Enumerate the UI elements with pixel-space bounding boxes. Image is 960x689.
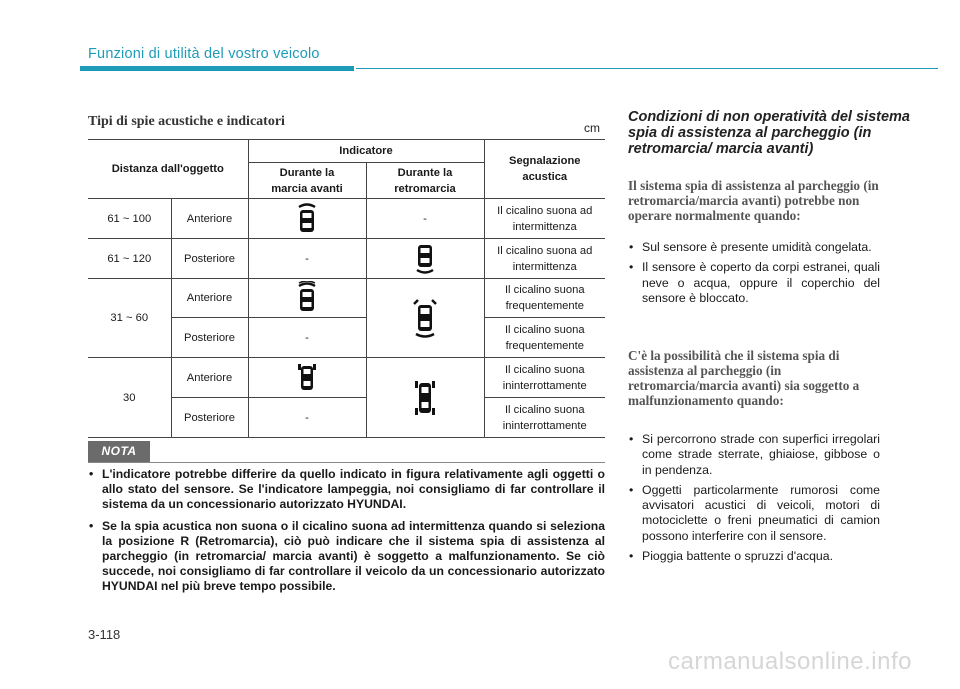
distance-cell: 61 ~ 100 — [88, 199, 171, 239]
forward-cell — [248, 199, 366, 239]
reverse-cell — [366, 279, 484, 358]
forward-cell — [248, 358, 366, 398]
car-rear-warning-icon — [415, 242, 435, 276]
warning-table — [88, 139, 605, 438]
chapter-accent-bar — [80, 66, 354, 71]
position-cell: Anteriore — [171, 358, 248, 398]
list-item: • Pioggia battente o spruzzi d'acqua. — [628, 549, 880, 564]
header-divider — [356, 68, 938, 69]
list-item: • Oggetti particolarmente rumorosi come avvisatori acustici di veicoli, motori di motociclette o freni pneumatici di camion possono interferire con il sensore. — [628, 483, 880, 544]
forward-cell: - — [248, 239, 366, 279]
header-indicator: Indicatore — [248, 140, 484, 163]
header-distance: Distanza dall'oggetto — [88, 140, 248, 199]
table-row — [88, 358, 605, 398]
page-number: 3-118 — [88, 627, 121, 642]
right-subtitle-2: C'è la possibilità che il sistema spia di assistenza al parcheggio (in retromarcia/marcia avanti) sia soggetto a malfunzionamento quando: — [628, 348, 860, 408]
header-reverse: Durante la retromarcia — [366, 163, 484, 199]
header-forward: Durante la marcia avanti — [248, 163, 366, 199]
chapter-title: Funzioni di utilità del vostro veicolo — [88, 46, 320, 62]
distance-cell: 61 ~ 120 — [88, 239, 171, 279]
forward-cell — [248, 279, 366, 318]
sound-cell: Il cicalino suona frequentemente — [484, 318, 605, 358]
car-all-corners-warning-icon — [414, 378, 436, 418]
list-item: • Si percorrono strade con superfici irregolari come strade sterrate, ghiaiose, gibbose o in pendenza. — [628, 432, 880, 478]
sound-cell: Il cicalino suona ad intermittenza — [484, 199, 605, 239]
position-cell: Anteriore — [171, 279, 248, 318]
table-row — [88, 239, 605, 279]
position-cell: Posteriore — [171, 398, 248, 438]
nota-divider — [88, 462, 605, 463]
header-sound: Segnalazione acustica — [484, 140, 605, 199]
nota-list — [88, 467, 605, 601]
forward-cell: - — [248, 318, 366, 358]
conditions-list-1 — [628, 240, 880, 311]
table-row — [88, 279, 605, 318]
list-item: • Sul sensore è presente umidità congelata. — [628, 240, 880, 255]
right-section-title: Condizioni di non operatività del sistema spia di assistenza al parcheggio (in retromarcia/ marcia avanti) — [628, 109, 910, 157]
nota-badge — [88, 441, 150, 462]
reverse-cell — [366, 239, 484, 279]
nota-label: NOTA — [101, 444, 137, 458]
car-front-warning-icon — [297, 202, 317, 236]
table-row — [88, 199, 605, 239]
reverse-cell: - — [366, 199, 484, 239]
position-cell: Posteriore — [171, 239, 248, 279]
list-item: • Il sensore è coperto da corpi estranei, quali neve o acqua, oppure il coperchio del sensore è bloccato. — [628, 260, 880, 306]
sound-cell: Il cicalino suona ininterrottamente — [484, 358, 605, 398]
reverse-cell — [366, 358, 484, 438]
section-title: Tipi di spie acustiche e indicatori — [88, 114, 285, 129]
list-item: • L'indicatore potrebbe differire da quello indicato in figura relativamente agli oggetti o allo stato del sensore. Se l'indicatore lampeggia, noi consigliamo di far controllare il sistema da un concessionario autorizzato HYUNDAI. — [88, 467, 605, 513]
car-front-warning-icon — [297, 362, 317, 394]
distance-cell: 31 ~ 60 — [88, 279, 171, 358]
right-subtitle-1: Il sistema spia di assistenza al parcheggio (in retromarcia/marcia avanti) potrebbe non operare normalmente quando: — [628, 178, 879, 223]
sound-cell: Il cicalino suona ad intermittenza — [484, 239, 605, 279]
distance-cell: 30 — [88, 358, 171, 438]
position-cell: Posteriore — [171, 318, 248, 358]
car-all-corners-warning-icon — [412, 296, 438, 340]
list-item: • Se la spia acustica non suona o il cicalino suona ad intermittenza quando si seleziona la posizione R (Retromarcia), ciò può indicare che il sistema spia di assistenza al parcheggio (in retromarcia/ marcia avanti) è soggetto a malfunzionamento. Se ciò succede, noi consigliamo di far controllare il veicolo da un concessionario autorizzato HYUNDAI nel più breve tempo possibile. — [88, 519, 605, 595]
forward-cell: - — [248, 398, 366, 438]
sound-cell: Il cicalino suona frequentemente — [484, 279, 605, 318]
unit-label: cm — [584, 121, 600, 135]
conditions-list-2 — [628, 432, 880, 569]
watermark: carmanualsonline.info — [668, 648, 912, 675]
car-front-warning-icon — [297, 281, 317, 315]
sound-cell: Il cicalino suona ininterrottamente — [484, 398, 605, 438]
position-cell: Anteriore — [171, 199, 248, 239]
